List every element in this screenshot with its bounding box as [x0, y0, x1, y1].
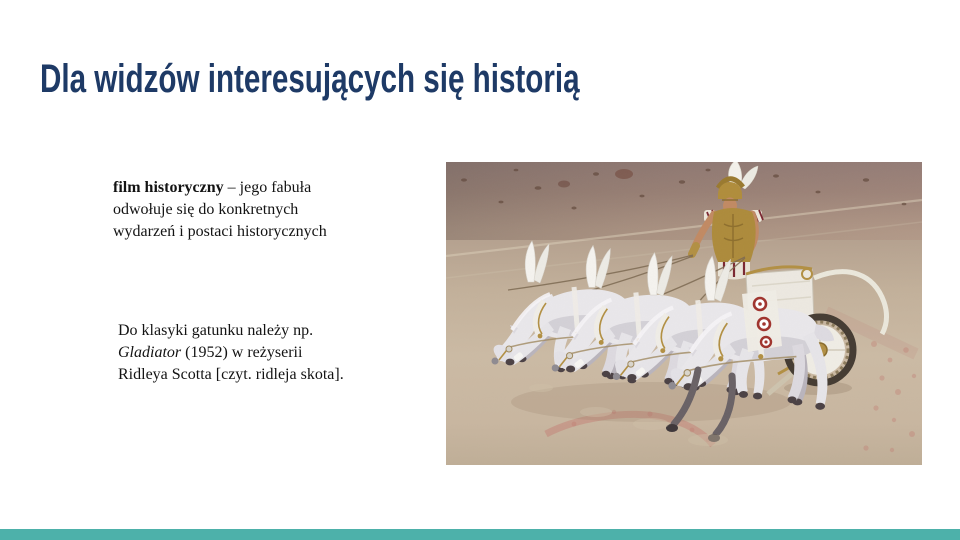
classic-example-paragraph [118, 320, 378, 386]
classic-line-3: Ridleya Scotta [czyt. ridleja skota]. [118, 366, 344, 383]
definition-line-2: odwołuje się do konkretnych [113, 201, 299, 218]
definition-after-term: – jego fabuła [223, 179, 312, 196]
definition-line-3: wydarzeń i postaci historycznych [113, 223, 327, 240]
chariot-race-illustration [446, 162, 922, 465]
sand-texture-overlay [446, 162, 922, 465]
classic-line-2 [118, 342, 378, 364]
chariot-race-photo [446, 162, 922, 465]
accent-footer-bar [0, 529, 960, 540]
definition-term: film historyczny [113, 179, 224, 196]
definition-line-1 [113, 177, 373, 199]
page-title: Dla widzów interesujących się historią [40, 57, 580, 101]
classic-after-title: (1952) w reżyserii [181, 344, 303, 361]
classic-line-1: Do klasyki gatunku należy np. [118, 322, 314, 339]
definition-paragraph [113, 177, 373, 243]
movie-title: Gladiator [118, 344, 182, 361]
